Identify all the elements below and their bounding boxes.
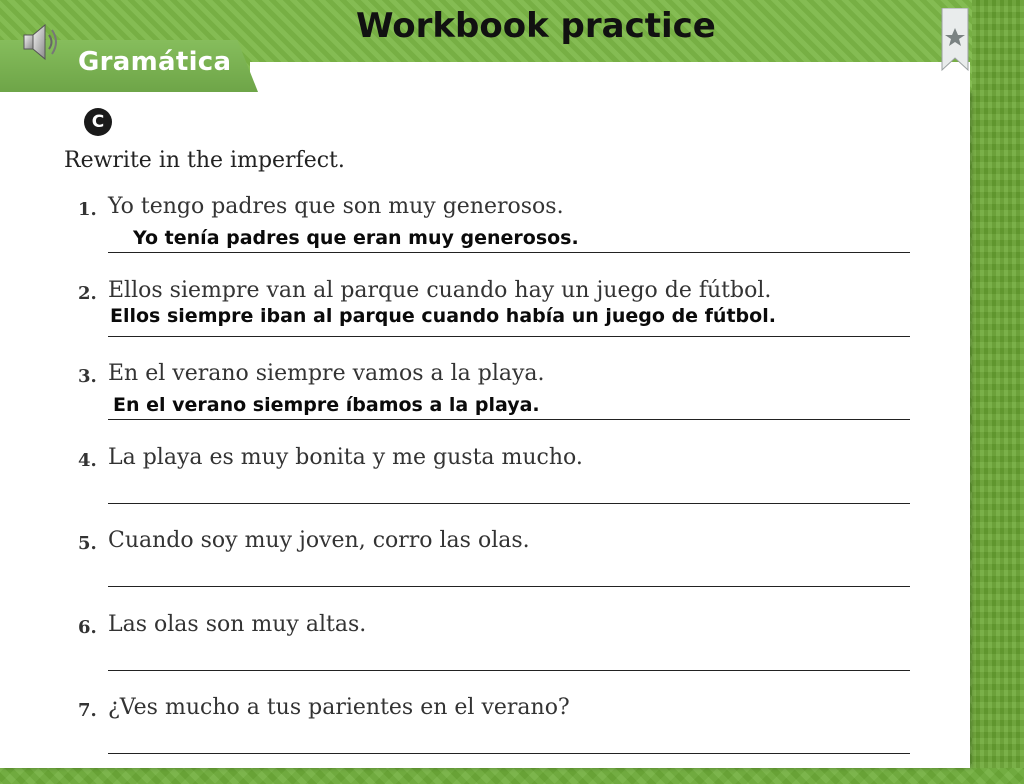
side-strip [972,0,1024,768]
answer-line[interactable] [108,670,910,671]
answer-line[interactable] [108,252,910,253]
exercise-item-4 [0,445,970,534]
item-number: 3. [78,366,97,387]
section-badge: C [84,108,112,136]
answer-line[interactable] [108,586,910,587]
item-prompt: La playa es muy bonita y me gusta mucho. [108,445,583,470]
answer-line[interactable] [108,503,910,504]
exercise-item-6 [0,612,970,701]
item-answer: En el verano siempre íbamos a la playa. [113,394,540,416]
item-number: 1. [78,199,97,220]
exercise-item-2 [0,278,970,367]
item-number: 2. [78,283,97,304]
exercise-item-3 [0,361,970,450]
worksheet-page-top [250,62,970,94]
item-number: 5. [78,533,97,554]
item-prompt: En el verano siempre vamos a la playa. [108,361,545,386]
speaker-icon[interactable] [20,20,62,64]
item-prompt: Yo tengo padres que son muy generosos. [108,194,564,219]
section-tab-label: Gramática [78,47,232,77]
exercise-item-1 [0,194,970,283]
item-answer: Yo tenía padres que eran muy generosos. [133,227,579,249]
answer-line[interactable] [108,753,910,754]
exercise-item-5 [0,528,970,617]
bookmark-icon[interactable] [940,8,970,72]
item-prompt: Cuando soy muy joven, corro las olas. [108,528,530,553]
answer-line[interactable] [108,419,910,420]
item-number: 6. [78,617,97,638]
item-answer: Ellos siempre iban al parque cuando había un juego de fútbol. [110,305,776,327]
exercise-item-7 [0,695,970,784]
slide-title: Workbook practice [356,6,716,46]
instructions: Rewrite in the imperfect. [64,148,345,173]
item-prompt: ¿Ves mucho a tus parientes en el verano? [108,695,570,720]
item-prompt: Ellos siempre van al parque cuando hay un juego de fútbol. [108,278,772,303]
item-number: 7. [78,700,97,721]
item-prompt: Las olas son muy altas. [108,612,367,637]
item-number: 4. [78,450,97,471]
answer-line[interactable] [108,336,910,337]
